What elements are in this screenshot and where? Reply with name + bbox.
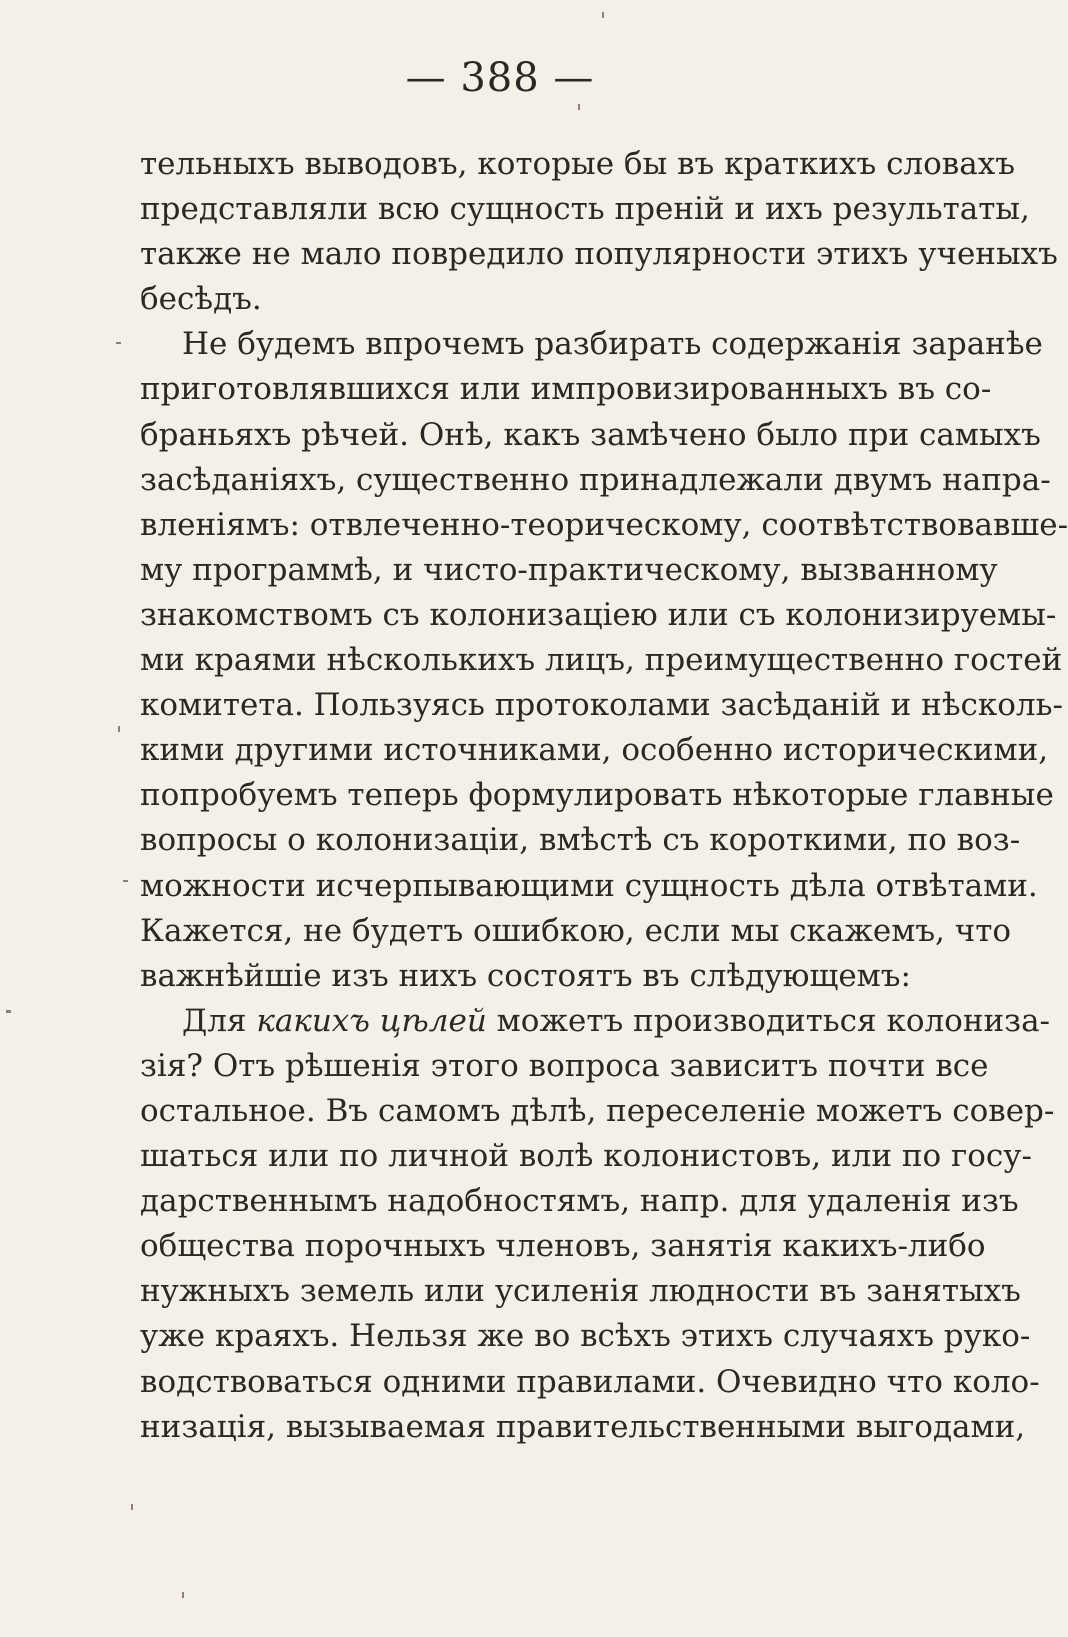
text-line: засѣданіяхъ, существенно принадлежали двумъ напра- <box>140 461 1051 498</box>
text-line: му программѣ, и чисто-практическому, вызванному <box>140 551 998 588</box>
text-line: ми краями нѣсколькихъ лицъ, преимущественно гостей <box>140 642 1063 679</box>
print-speck <box>123 880 128 882</box>
line-text: можетъ производиться колониза- <box>486 1002 1051 1039</box>
text-line: низація, вызываемая правительственными выгодами, <box>140 1408 1026 1445</box>
text-line: бесѣдъ. <box>140 281 262 318</box>
text-line: можности исчерпывающими сущность дѣла отвѣтами. <box>140 867 1038 904</box>
text-line: приготовлявшихся или импровизированныхъ въ со- <box>140 371 992 408</box>
text-line: вопросы о колонизаціи, вмѣстѣ съ короткими, по воз- <box>140 822 1021 859</box>
print-speck <box>602 12 604 18</box>
text-line: остальное. Въ самомъ дѣлѣ, переселеніе можетъ совер- <box>140 1092 1055 1129</box>
text-line: также не мало повредило популярности этихъ ученыхъ <box>140 236 1058 273</box>
print-speck <box>131 1504 133 1510</box>
emphasized-text: какихъ цѣлей <box>256 1002 487 1039</box>
text-line: тельныхъ выводовъ, которые бы въ краткихъ словахъ <box>140 146 1015 182</box>
text-line: комитета. Пользуясь протоколами засѣданій и нѣсколь- <box>140 687 1063 724</box>
paragraph-start-line: Не будемъ впрочемъ разбирать содержанія заранѣе <box>182 326 1043 363</box>
text-line: Кажется, не будетъ ошибкою, если мы скажемъ, что <box>140 912 1012 949</box>
text-line: попробуемъ теперь формулировать нѣкоторые главные <box>140 777 1054 814</box>
print-speck <box>116 342 121 344</box>
print-speck <box>118 726 120 732</box>
text-line: нужныхъ земель или усиленія людности въ занятыхъ <box>140 1273 1021 1310</box>
text-line: вленіямъ: отвлеченно-теорическому, соотвѣтствовавше- <box>140 506 1068 543</box>
text-line: общества порочныхъ членовъ, занятія какихъ-либо <box>140 1228 986 1265</box>
text-line: водствоваться одними правилами. Очевидно что коло- <box>140 1363 1040 1400</box>
print-speck <box>578 104 580 110</box>
text-line: дарственнымъ надобностямъ, напр. для удаленія изъ <box>140 1183 1019 1220</box>
text-line: шаться или по личной волѣ колонистовъ, или по госу- <box>140 1138 1033 1175</box>
print-speck <box>6 1010 11 1013</box>
text-line: знакомствомъ съ колонизаціею или съ колонизируемы- <box>140 596 1057 633</box>
page-number: — 388 — <box>405 55 595 101</box>
text-line: браньяхъ рѣчей. Онѣ, какъ замѣчено было при самыхъ <box>140 416 1041 453</box>
print-speck <box>182 1592 184 1598</box>
text-line: уже краяхъ. Нельзя же во всѣхъ этихъ случаяхъ руко- <box>140 1318 1031 1355</box>
paragraph-start-line <box>140 999 1051 1044</box>
text-line: важнѣйшіе изъ нихъ состоятъ въ слѣдующемъ: <box>140 957 911 994</box>
line-text: Для <box>182 1002 257 1039</box>
text-line: зія? Отъ рѣшенія этого вопроса зависитъ почти все <box>140 1047 989 1084</box>
text-line: представляли всю сущность преній и ихъ результаты, <box>140 191 1030 228</box>
text-block <box>140 142 1068 1450</box>
text-line: кими другими источниками, особенно историческими, <box>140 732 1049 769</box>
